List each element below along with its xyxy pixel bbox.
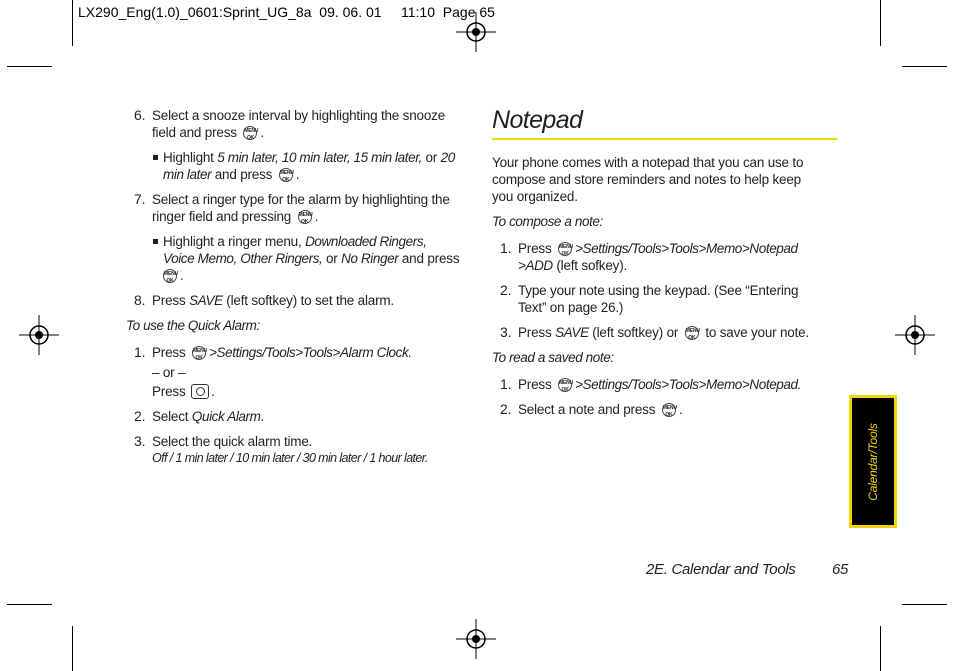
footer-page-number: 65	[832, 561, 849, 578]
quick-step-1: 1. Press MENU OK >Settings/Tools>Tools>Alarm Clock. – or – Press .	[134, 344, 412, 399]
step-number: 7.	[134, 191, 146, 207]
menu-ok-key-icon: MENU OK	[662, 405, 677, 418]
step-8: 8. Press SAVE (left softkey) to set the alarm.	[134, 292, 394, 308]
subheading-read-note: To read a saved note:	[492, 350, 614, 365]
menu-ok-key-icon: MENU OK	[298, 212, 313, 225]
compose-step-3: 3. Press SAVE (left softkey) or MENU OK to save your note.	[500, 324, 810, 341]
read-step-1: 1. Press MENU OK >Settings/Tools>Tools>Memo>Notepad.	[500, 376, 801, 393]
crop-mark	[880, 0, 881, 46]
crop-mark	[902, 604, 947, 605]
step-7: 7. Select a ringer type for the alarm by highlighting the ringer field and pressing MENU OK .	[134, 191, 450, 225]
step-number: 2.	[500, 282, 512, 298]
subheading-compose-note: To compose a note:	[492, 214, 603, 229]
step-number: 8.	[134, 292, 146, 308]
bullet-square-icon	[153, 239, 158, 244]
bullet-snooze-options: Highlight 5 min later, 10 min later, 15 min later, or 20 min later and press MENU OK .	[126, 149, 476, 183]
compose-step-2: 2. Type your note using the keypad. (See “Entering Text” on page 26.)	[500, 282, 799, 315]
step-number: 6.	[134, 107, 146, 123]
crop-mark	[880, 626, 881, 671]
step-number: 1.	[500, 240, 512, 256]
crop-mark	[72, 626, 73, 671]
quick-step-3: 3. Select the quick alarm time. Off / 1 min later / 10 min later / 30 min later / 1 hour later.	[134, 433, 428, 465]
step-number: 3.	[134, 433, 146, 449]
step-number: 1.	[500, 376, 512, 392]
crop-mark	[72, 0, 73, 46]
step-number: 1.	[134, 344, 146, 360]
menu-ok-key-icon: MENU OK	[244, 128, 259, 141]
crop-mark	[902, 66, 947, 67]
crop-mark	[7, 66, 52, 67]
menu-ok-key-icon: MENU OK	[164, 271, 178, 284]
side-tab-label: Calendar/Tools	[866, 422, 880, 501]
section-side-tab	[849, 395, 897, 528]
alarm-clock-key-icon	[191, 384, 209, 399]
step-number: 3.	[500, 324, 512, 340]
menu-ok-key-icon: MENU OK	[279, 170, 294, 183]
right-column	[492, 107, 837, 426]
subheading-quick-alarm: To use the Quick Alarm:	[126, 318, 260, 333]
step-number: 2.	[134, 408, 146, 424]
page-title: Notepad	[492, 107, 837, 140]
compose-step-1: 1. Press MENU OK >Settings/Tools>Tools>Memo>Notepad >ADD (left sofkey).	[500, 240, 798, 273]
menu-ok-key-icon: MENU OK	[685, 328, 700, 341]
menu-ok-key-icon: MENU OK	[559, 380, 573, 393]
registration-mark-icon	[19, 315, 59, 355]
registration-mark-icon	[456, 619, 496, 659]
menu-ok-key-icon: MENU OK	[559, 244, 573, 257]
menu-ok-key-icon: MENU OK	[193, 348, 207, 361]
step-6: 6. Select a snooze interval by highlighting the snooze field and press MENU OK .	[134, 107, 445, 141]
left-column	[126, 107, 476, 475]
bullet-square-icon	[153, 155, 158, 160]
footer-section-title: 2E. Calendar and Tools	[646, 561, 796, 578]
registration-mark-icon	[895, 315, 935, 355]
step-number: 2.	[500, 401, 512, 417]
bullet-ringer-options: Highlight a ringer menu, Downloaded Ringers, Voice Memo, Other Ringers, or No Ringer and press MENU OK .	[126, 233, 476, 284]
intro-paragraph: Your phone comes with a notepad that you can use to compose and store reminders and notes to help keep you organized.	[492, 155, 804, 204]
print-slug: LX290_Eng(1.0)_0601:Sprint_UG_8a 09. 06. 01 11:10 Page 65	[78, 4, 495, 20]
quick-step-2: 2. Select Quick Alarm.	[134, 408, 265, 424]
crop-mark	[7, 604, 52, 605]
read-step-2: 2. Select a note and press MENU OK .	[500, 401, 683, 418]
